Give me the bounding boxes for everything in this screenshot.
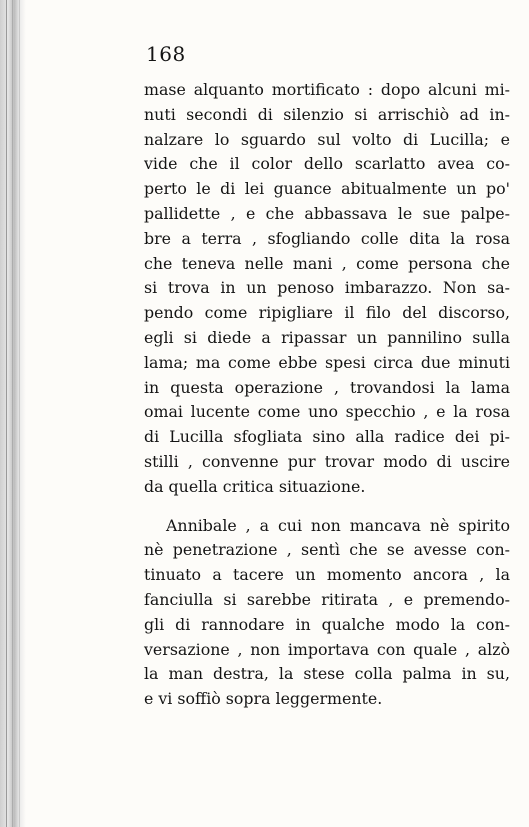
- text-line: di Lucilla sfogliata sino alla radice dei pi-: [144, 427, 510, 447]
- text-line: pallidette , e che abbassava le sue palpe-: [144, 203, 510, 223]
- binding-line: [6, 0, 7, 827]
- text-line: si trova in un penoso imbarazzo. Non sa-: [144, 278, 510, 298]
- body-text: [144, 78, 510, 712]
- text-line: la man destra, la stese colla palma in su,: [144, 664, 510, 684]
- text-line: Annibale , a cui non mancava nè spirito: [166, 515, 510, 535]
- paragraph-gap: [144, 500, 510, 514]
- paragraph-2: [144, 514, 510, 712]
- text-line: pendo come ripigliare il filo del discorso,: [144, 303, 510, 323]
- text-line: lama; ma come ebbe spesi circa due minuti: [144, 352, 510, 372]
- text-line: che teneva nelle mani , come persona che: [144, 253, 510, 273]
- text-line: tinuato a tacere un momento ancora , la: [144, 565, 510, 585]
- text-line: mase alquanto mortificato : dopo alcuni mi-: [144, 80, 510, 99]
- text-line: stilli , convenne pur trovar modo di uscire: [144, 451, 510, 471]
- text-line: egli si diede a ripassar un pannilino sulla: [144, 327, 510, 347]
- text-line: perto le di lei guance abitualmente un po': [144, 179, 510, 199]
- page-number: 168: [146, 42, 186, 66]
- text-line: nuti secondi di silenzio si arrischiò ad in-: [144, 104, 510, 124]
- text-line: gli di rannodare in qualche modo la con-: [144, 614, 510, 634]
- text-line: versazione , non importava con quale , alzò: [144, 639, 510, 659]
- text-line: vide che il color dello scarlatto avea co-: [144, 154, 510, 174]
- text-line: bre a terra , sfogliando colle dita la rosa: [144, 228, 510, 248]
- text-line: omai lucente come uno specchio , e la rosa: [144, 402, 510, 422]
- binding-line: [12, 0, 13, 827]
- text-line: da quella critica situazione.: [144, 476, 366, 496]
- binding-line: [19, 0, 20, 827]
- book-binding-shadow: [0, 0, 26, 827]
- paragraph-1: [144, 78, 510, 500]
- text-line: e vi soffiò sopra leggermente.: [144, 689, 383, 709]
- text-line: in questa operazione , trovandosi la lama: [144, 377, 510, 397]
- text-line: nalzare lo sguardo sul volto di Lucilla; e: [144, 129, 510, 149]
- text-line: nè penetrazione , sentì che se avesse con-: [144, 540, 510, 560]
- text-line: fanciulla si sarebbe ritirata , e premendo-: [144, 589, 510, 609]
